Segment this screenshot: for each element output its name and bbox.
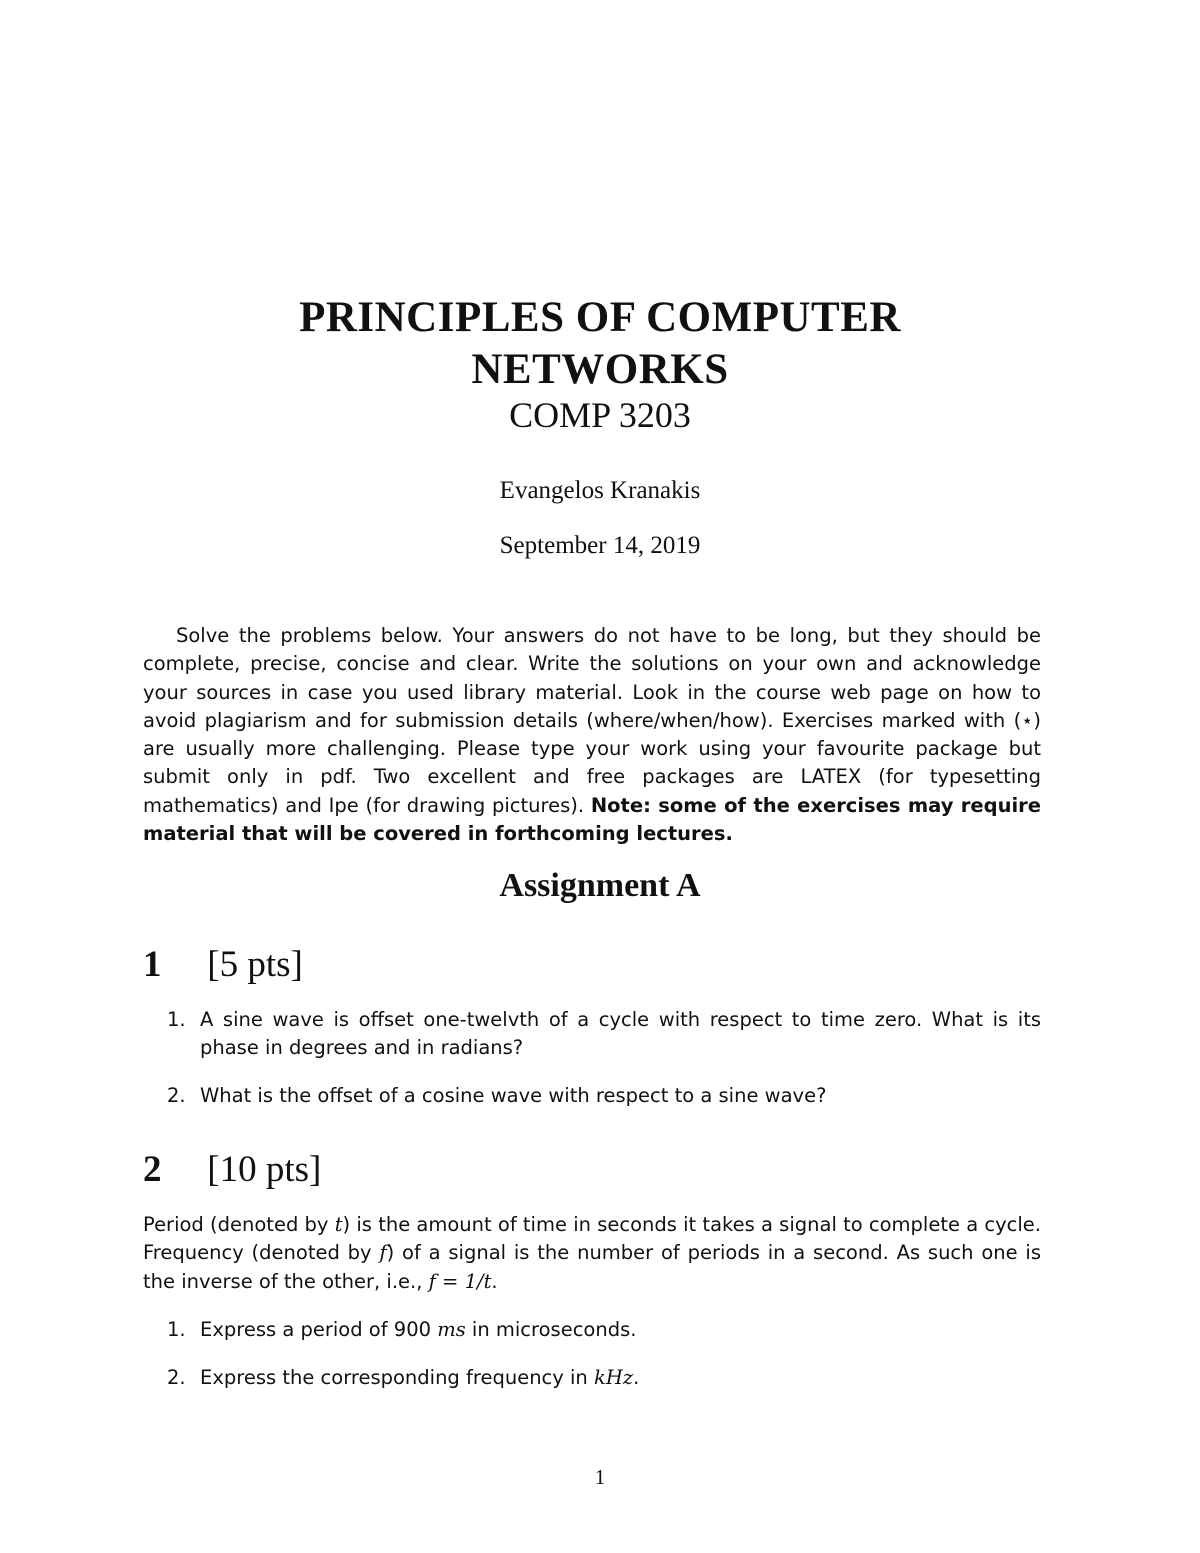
list-item-text: in microseconds. <box>465 1318 637 1341</box>
unit: kHz <box>594 1366 634 1389</box>
author-name: Evangelos Kranakis <box>499 477 701 504</box>
page-number: 1 <box>594 1465 606 1489</box>
section-2-list-2 <box>143 1364 1041 1392</box>
section-2-list <box>143 1316 1041 1344</box>
instructions-paragraph <box>143 622 1041 848</box>
section-number: 1 <box>143 944 162 985</box>
section-1-list <box>143 1006 1041 1063</box>
list-item-text: What is the offset of a cosine wave with respect to a sine wave? <box>200 1084 827 1107</box>
paragraph-text: ) is the amount of time in seconds it takes a signal to complete a cycle. Frequency (denoted by <box>143 1213 1041 1265</box>
paragraph-text: ) of a signal is the number of periods in a second. As such one is the inverse of the other, i.e., <box>143 1241 1042 1293</box>
assignment-heading: Assignment A <box>499 867 701 904</box>
section-points: [5 pts] <box>207 944 303 985</box>
list-marker: 1. <box>167 1318 186 1341</box>
section-1-heading <box>143 942 303 988</box>
list-item-text: . <box>633 1366 640 1389</box>
formula: f = 1/t <box>428 1269 492 1293</box>
title-line-2: NETWORKS <box>471 346 729 393</box>
variable-t: t <box>334 1213 343 1236</box>
variable-f: f <box>379 1241 387 1265</box>
list-item-text: Express the corresponding frequency in <box>200 1366 594 1389</box>
paragraph-text: Period (denoted by <box>143 1213 335 1236</box>
unit: ms <box>437 1318 466 1341</box>
list-item-text: Express a period of 900 <box>200 1318 438 1341</box>
list-item <box>143 1006 1041 1063</box>
section-number: 2 <box>143 1149 162 1190</box>
title-line-1: PRINCIPLES OF COMPUTER <box>299 294 901 341</box>
list-marker: 1. <box>167 1008 186 1031</box>
paragraph-text: . <box>491 1269 498 1293</box>
instructions-text: Solve the problems below. Your answers do not have to be long, but they should be complete, precise, concise and clear. Write the solutions on your own and acknowledge your sources in case you used library material. Look in the course web page on how to avoid plagiarism and for submission details (where/when/how). Exercises marked with (⋆) are usually more challenging. Please type your work using your favourite package but submit only in pdf. Two excellent and free packages are LATEX (for typesetting mathematics) and Ipe (for drawing pictures). <box>143 624 1041 817</box>
section-2-heading <box>143 1147 321 1193</box>
list-item <box>143 1364 1041 1392</box>
list-item <box>143 1316 1041 1344</box>
list-marker: 2. <box>167 1084 186 1107</box>
document-date: September 14, 2019 <box>499 532 701 559</box>
section-points: [10 pts] <box>207 1149 322 1190</box>
list-marker: 2. <box>167 1366 186 1389</box>
section-1-list-2 <box>143 1082 1041 1110</box>
course-code: COMP 3203 <box>509 395 691 435</box>
instructions-note: Note: some of the exercises may require material that will be covered in forthcoming lectures. <box>143 793 1042 846</box>
list-item <box>143 1082 1041 1110</box>
document-title <box>0 292 1200 396</box>
list-item-text: A sine wave is offset one-twelvth of a cycle with respect to time zero. What is its phase in degrees and in radians? <box>200 1008 1041 1060</box>
section-2-paragraph <box>143 1211 1041 1296</box>
